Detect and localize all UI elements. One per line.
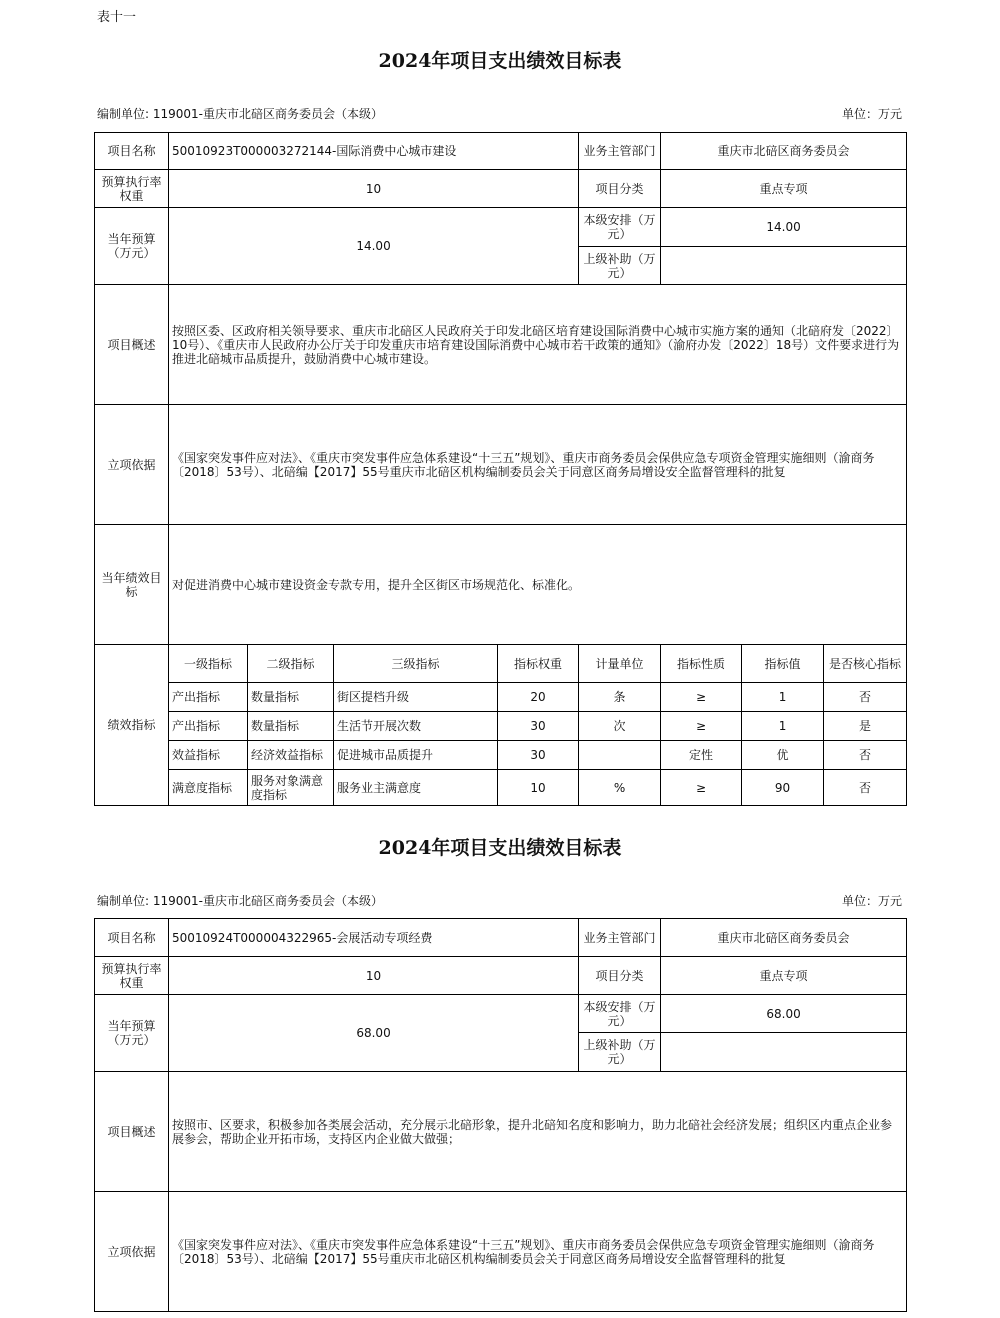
indicator-core: 否 [824, 741, 907, 770]
label-category: 项目分类 [579, 170, 661, 208]
local-value: 68.00 [661, 995, 907, 1033]
label-local: 本级安排（万元） [579, 995, 661, 1033]
indicator-header: 三级指标 [334, 645, 498, 683]
indicator-nature: ≥ [661, 712, 742, 741]
indicator-nature: ≥ [661, 683, 742, 712]
indicator-level1: 产出指标 [169, 712, 248, 741]
project-name-value: 50010924T000004322965-会展活动专项经费 [169, 919, 579, 957]
indicator-level3: 街区提档升级 [334, 683, 498, 712]
label-overview: 项目概述 [95, 1072, 169, 1192]
table2-unit-right: 单位：万元 [841, 894, 902, 908]
indicator-row [95, 712, 907, 741]
indicator-nature: ≥ [661, 770, 742, 806]
label-upper: 上级补助（万元） [579, 247, 661, 285]
indicator-level3: 促进城市品质提升 [334, 741, 498, 770]
label-category: 项目分类 [579, 957, 661, 995]
label-goal: 当年绩效目标 [95, 525, 169, 645]
upper-value [661, 247, 907, 285]
indicator-level2: 数量指标 [248, 712, 334, 741]
indicator-header: 指标值 [742, 645, 824, 683]
overview-value: 按照区委、区政府相关领导要求、重庆市北碚区人民政府关于印发北碚区培育建设国际消费中心城市实施方案的通知（北碚府发〔2022〕10号）、《重庆市人民政府办公厅关于印发重庆市培育建设国际消费中心城市若干政策的通知》（渝府办发〔2022〕18号）文件要求进行为推进北碚城市品质提升，鼓励消费中心城市建设。 [169, 285, 907, 405]
indicator-level2: 经济效益指标 [248, 741, 334, 770]
indicator-header: 指标权重 [498, 645, 579, 683]
overview-value: 按照市、区要求，积极参加各类展会活动，充分展示北碚形象，提升北碚知名度和影响力，助力北碚社会经济发展；组织区内重点企业参展参会，帮助企业开拓市场，支持区内企业做大做强； [169, 1072, 907, 1192]
indicator-unit: 条 [579, 683, 661, 712]
performance-table-1 [94, 132, 907, 806]
label-basis: 立项依据 [95, 405, 169, 525]
basis-value: 《国家突发事件应对法》、《重庆市突发事件应急体系建设“十三五”规划》、重庆市商务委员会保供应急专项资金管理实施细则（渝商务〔2018〕53号）、北碚编【2017】55号重庆市北碚区机构编制委员会关于同意区商务局增设安全监督管理科的批复 [169, 405, 907, 525]
indicator-header: 一级指标 [169, 645, 248, 683]
indicator-unit: 次 [579, 712, 661, 741]
label-upper: 上级补助（万元） [579, 1033, 661, 1072]
local-value: 14.00 [661, 208, 907, 247]
indicator-level2: 服务对象满意度指标 [248, 770, 334, 806]
indicator-nature: 定性 [661, 741, 742, 770]
table1-title: 2024年项目支出绩效目标表 [378, 50, 622, 72]
indicator-level1: 满意度指标 [169, 770, 248, 806]
indicator-value: 90 [742, 770, 824, 806]
indicator-level2: 数量指标 [248, 683, 334, 712]
category-value: 重点专项 [661, 957, 907, 995]
indicator-row [95, 770, 907, 806]
dept-value: 重庆市北碚区商务委员会 [661, 919, 907, 957]
weight-value: 10 [169, 170, 579, 208]
label-project-name: 项目名称 [95, 133, 169, 170]
label-indicators: 绩效指标 [95, 645, 169, 806]
indicator-row [95, 683, 907, 712]
label-budget: 当年预算（万元） [95, 208, 169, 285]
indicator-header: 是否核心指标 [824, 645, 907, 683]
indicator-row [95, 741, 907, 770]
indicator-core: 否 [824, 770, 907, 806]
table2-unit-left: 编制单位: 119001-重庆市北碚区商务委员会（本级） [97, 894, 383, 908]
goal-value: 对促进消费中心城市建设资金专款专用，提升全区街区市场规范化、标准化。 [169, 525, 907, 645]
page-tag: 表十一 [97, 10, 137, 25]
table2-title: 2024年项目支出绩效目标表 [378, 837, 622, 859]
dept-value: 重庆市北碚区商务委员会 [661, 133, 907, 170]
weight-value: 10 [169, 957, 579, 995]
label-basis: 立项依据 [95, 1192, 169, 1312]
label-dept: 业务主管部门 [579, 133, 661, 170]
indicator-value: 1 [742, 683, 824, 712]
indicator-unit: % [579, 770, 661, 806]
budget-value: 14.00 [169, 208, 579, 285]
table1-unit-left: 编制单位: 119001-重庆市北碚区商务委员会（本级） [97, 107, 383, 121]
indicator-value: 优 [742, 741, 824, 770]
indicator-header: 二级指标 [248, 645, 334, 683]
indicator-weight: 20 [498, 683, 579, 712]
label-dept: 业务主管部门 [579, 919, 661, 957]
indicator-core: 否 [824, 683, 907, 712]
indicator-weight: 30 [498, 712, 579, 741]
basis-value: 《国家突发事件应对法》、《重庆市突发事件应急体系建设“十三五”规划》、重庆市商务委员会保供应急专项资金管理实施细则（渝商务〔2018〕53号）、北碚编【2017】55号重庆市北碚区机构编制委员会关于同意区商务局增设安全监督管理科的批复 [169, 1192, 907, 1312]
label-project-name: 项目名称 [95, 919, 169, 957]
performance-table-2 [94, 918, 907, 1312]
upper-value [661, 1033, 907, 1072]
indicator-header: 指标性质 [661, 645, 742, 683]
indicator-core: 是 [824, 712, 907, 741]
indicator-level1: 产出指标 [169, 683, 248, 712]
indicator-weight: 30 [498, 741, 579, 770]
indicator-weight: 10 [498, 770, 579, 806]
indicator-level1: 效益指标 [169, 741, 248, 770]
indicator-value: 1 [742, 712, 824, 741]
label-weight: 预算执行率权重 [95, 170, 169, 208]
budget-value: 68.00 [169, 995, 579, 1072]
indicator-level3: 生活节开展次数 [334, 712, 498, 741]
indicator-unit [579, 741, 661, 770]
category-value: 重点专项 [661, 170, 907, 208]
project-name-value: 50010923T000003272144-国际消费中心城市建设 [169, 133, 579, 170]
label-overview: 项目概述 [95, 285, 169, 405]
label-weight: 预算执行率权重 [95, 957, 169, 995]
label-local: 本级安排（万元） [579, 208, 661, 247]
indicator-level3: 服务业主满意度 [334, 770, 498, 806]
table1-unit-right: 单位：万元 [841, 107, 902, 121]
label-budget: 当年预算（万元） [95, 995, 169, 1072]
indicator-header: 计量单位 [579, 645, 661, 683]
